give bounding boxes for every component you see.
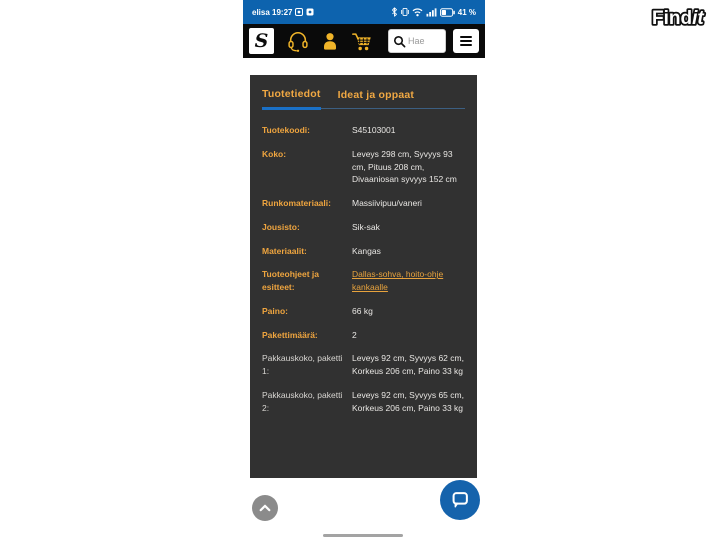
row-label: Pakettimäärä: (262, 329, 318, 340)
battery-percent-text: 41 % (457, 7, 476, 17)
table-row (262, 124, 465, 137)
row-value: Sik-sak (352, 221, 380, 232)
findit-text-main: Find (652, 8, 693, 29)
tab-ideat-ja-oppaat[interactable]: Ideat ja oppaat (337, 89, 415, 101)
row-value: 66 kg (352, 305, 373, 316)
product-guide-link[interactable]: Dallas-sohva, hoito-ohje kankaalle (352, 269, 444, 292)
row-label: Materiaalit: (262, 245, 307, 256)
table-row (262, 305, 465, 318)
status-left (252, 8, 314, 17)
headset-icon[interactable] (287, 29, 309, 53)
vibrate-icon (401, 7, 409, 17)
gesture-handle[interactable] (323, 534, 403, 537)
account-icon[interactable] (320, 29, 340, 53)
row-value: Leveys 92 cm, Syvyys 62 cm, Korkeus 206 cm, Paino 33 kg (352, 353, 464, 376)
cart-icon[interactable] (351, 29, 373, 53)
svg-text:Findit (652, 8, 704, 29)
chat-button[interactable] (440, 480, 480, 520)
row-label: Koko: (262, 148, 287, 159)
menu-icon (460, 36, 472, 38)
table-row (262, 197, 465, 210)
scroll-to-top-button[interactable] (252, 495, 278, 521)
app-header (243, 24, 485, 58)
row-label: Tuoteohjeet ja esitteet: (262, 269, 319, 292)
row-label: Paino: (262, 305, 288, 316)
row-label: Pakkauskoko, paketti 2: (262, 389, 343, 413)
findit-logo (650, 3, 724, 31)
tab-bar (262, 88, 465, 109)
table-row (262, 221, 465, 234)
search-box[interactable] (388, 29, 446, 53)
chevron-up-icon (258, 502, 272, 514)
findit-text-accent: it (692, 8, 704, 29)
status-right (391, 7, 476, 17)
menu-button[interactable] (453, 29, 479, 53)
row-value: Leveys 92 cm, Syvyys 65 cm, Korkeus 206 cm, Paino 33 kg (352, 389, 464, 413)
row-value: 2 (352, 329, 357, 340)
row-value: Massiivipuu/vaneri (352, 198, 422, 208)
wifi-icon (412, 7, 423, 17)
battery-icon (440, 8, 455, 17)
search-input[interactable] (408, 36, 438, 46)
findit-watermark (650, 3, 724, 36)
table-row (262, 268, 465, 294)
row-value: Kangas (352, 245, 381, 256)
carrier-time-text: elisa 19:27 (252, 7, 293, 17)
row-value: S45103001 (352, 125, 396, 135)
signal-icon (426, 7, 437, 17)
table-row (262, 329, 465, 342)
screenshot-icon (306, 8, 314, 16)
bluetooth-icon (391, 7, 398, 17)
row-label: Runkomateriaali: (262, 198, 331, 208)
row-label: Pakkauskoko, paketti 1: (262, 353, 343, 376)
row-value: Leveys 298 cm, Syvyys 93 cm, Pituus 208 cm, Divaaniosan syvyys 152 cm (352, 148, 457, 185)
phone-screenshot (243, 0, 485, 546)
status-bar (243, 0, 485, 24)
chat-bubble-icon (449, 489, 471, 511)
details-table (262, 124, 465, 414)
table-row (262, 245, 465, 258)
tab-tuotetiedot[interactable]: Tuotetiedot (262, 88, 321, 110)
store-logo[interactable]: S (249, 28, 274, 54)
product-details-panel (250, 75, 477, 478)
table-row (262, 352, 465, 378)
search-icon (393, 35, 406, 48)
screen-record-icon (295, 8, 303, 16)
row-label: Tuotekoodi: (262, 125, 310, 135)
row-label: Jousisto: (262, 221, 300, 232)
table-row (262, 148, 465, 186)
table-row (262, 389, 465, 415)
row-value (352, 268, 465, 294)
